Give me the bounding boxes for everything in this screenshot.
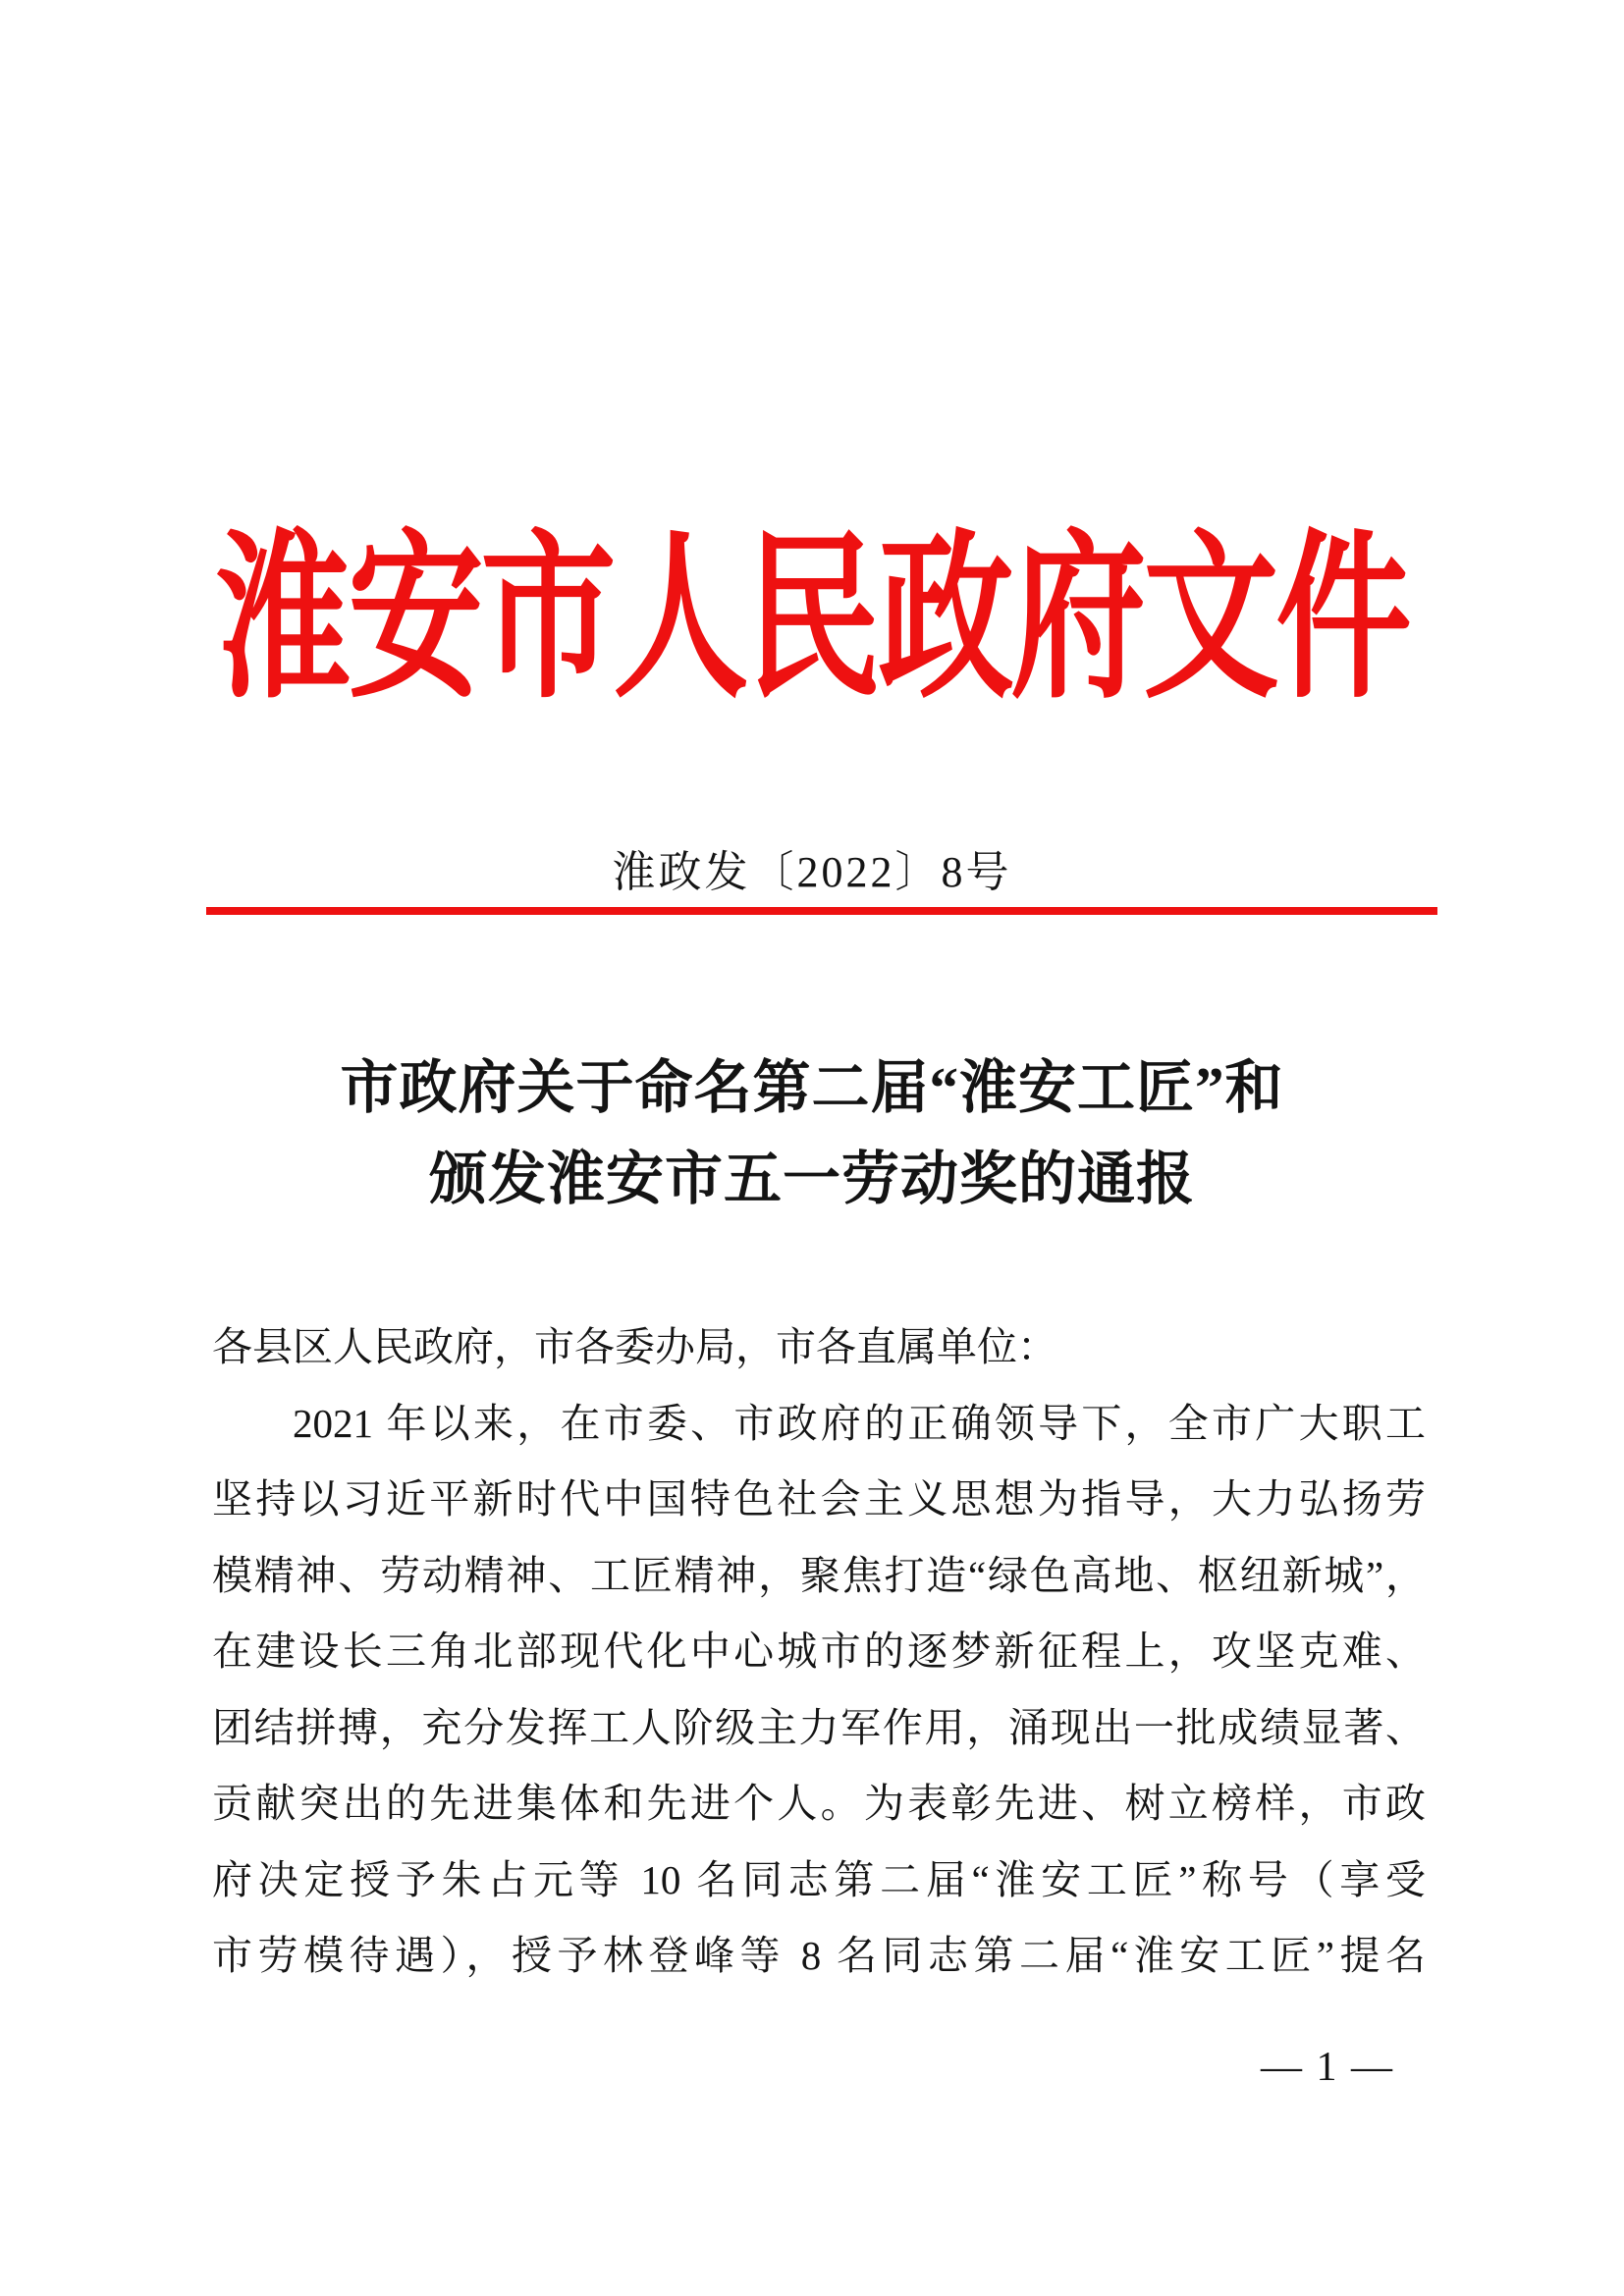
paragraph-line: 团结拼搏，充分发挥工人阶级主力军作用，涌现出一批成绩显著、 xyxy=(212,1704,1426,1750)
paragraph-line: 府决定授予朱占元等 10 名同志第二届“淮安工匠”称号（享受 xyxy=(212,1856,1426,1902)
paragraph-line: 坚持以习近平新时代中国特色社会主义思想为指导，大力弘扬劳 xyxy=(212,1476,1426,1522)
paragraph-line: 在建设长三角北部现代化中心城市的逐梦新征程上，攻坚克难、 xyxy=(212,1629,1426,1674)
paragraph-line: 市劳模待遇），授予林登峰等 8 名同志第二届“淮安工匠”提名 xyxy=(212,1933,1426,1978)
paragraph-line: 贡献突出的先进集体和先进个人。为表彰先进、树立榜样，市政 xyxy=(212,1781,1426,1826)
salutation-line: 各县区人民政府，市各委办局，市各直属单位： xyxy=(212,1324,1057,1369)
red-divider-rule xyxy=(206,907,1437,915)
page-number: — 1 — xyxy=(1261,2045,1394,2090)
document-number: 淮政发〔2022〕8号 xyxy=(612,848,1012,896)
paragraph xyxy=(212,1386,1426,1995)
body-text xyxy=(212,1309,1426,1995)
document-title-line2: 颁发淮安市五一劳动奖的通报 xyxy=(428,1147,1195,1211)
paragraph-line: 2021 年以来，在市委、市政府的正确领导下，全市广大职工 xyxy=(293,1400,1426,1446)
government-header-title: 淮安市人民政府文件 xyxy=(215,519,1409,720)
paragraph-line: 模精神、劳动精神、工匠精神，聚焦打造“绿色高地、枢纽新城”， xyxy=(212,1552,1426,1598)
document-title-line1: 市政府关于命名第二届“淮安工匠”和 xyxy=(340,1055,1284,1120)
document-title xyxy=(0,1042,1624,1225)
